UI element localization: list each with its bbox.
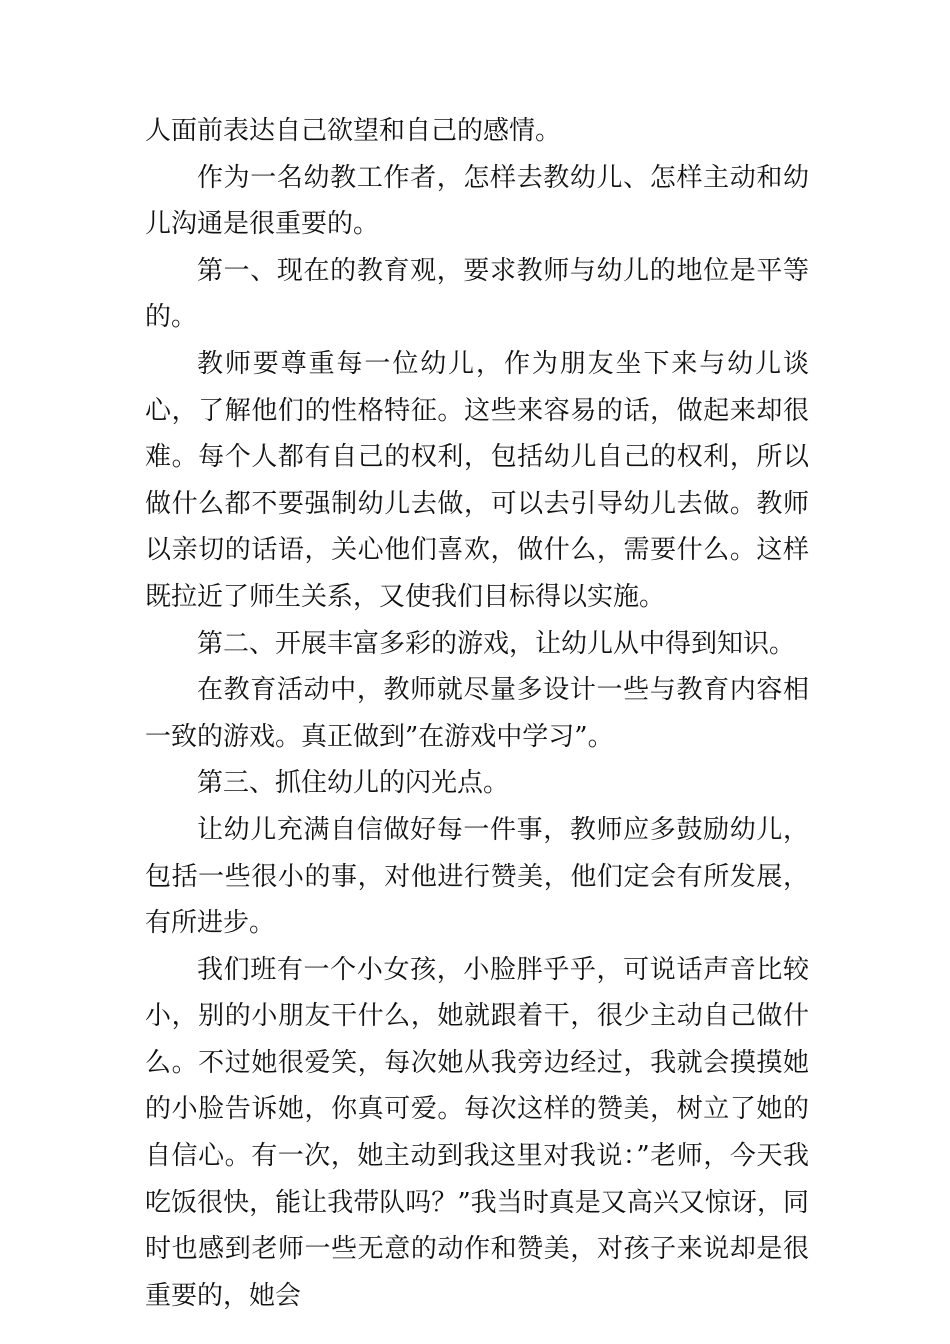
document-body (145, 108, 809, 1319)
paragraph-4: 教师要尊重每一位幼儿，作为朋友坐下来与幼儿谈心，了解他们的性格特征。这些来容易的话，做起来却很难。每个人都有自己的权利，包括幼儿自己的权利，所以做什么都不要强制幼儿去做，可以去引导幼儿去做。教师以亲切的话语，关心他们喜欢，做什么，需要什么。这样既拉近了师生关系，又使我们目标得以实施。 (145, 348, 809, 612)
paragraph-8: 让幼儿充满自信做好每一件事，教师应多鼓励幼儿，包括一些很小的事，对他进行赞美，他们定会有所发展，有所进步。 (145, 814, 809, 939)
paragraph-3: 第一、现在的教育观，要求教师与幼儿的地位是平等的。 (145, 255, 809, 333)
paragraph-6: 在教育活动中，教师就尽量多设计一些与教育内容相一致的游戏。真正做到”在游戏中学习”。 (145, 675, 809, 752)
paragraph-9: 我们班有一个小女孩，小脸胖乎乎，可说话声音比较小，别的小朋友干什么，她就跟着干，很少主动自己做什么。不过她很爱笑，每次她从我旁边经过，我就会摸摸她的小脸告诉她，你真可爱。每次这样的赞美，树立了她的自信心。有一次，她主动到我这里对我说：”老师，今天我吃饭很快，能让我带队吗？”我当时真是又高兴又惊讶，同时也感到老师一些无意的动作和赞美，对孩子来说却是很重要的，她会 (145, 954, 809, 1311)
paragraph-1: 人面前表达自己欲望和自己的感情。 (145, 116, 562, 146)
paragraph-7: 第三、抓住幼儿的闪光点。 (197, 768, 510, 799)
paragraph-2: 作为一名幼教工作者，怎样去教幼儿、怎样主动和幼儿沟通是很重要的。 (145, 162, 809, 240)
paragraph-5: 第二、开展丰富多彩的游戏，让幼儿从中得到知识。 (197, 628, 796, 659)
